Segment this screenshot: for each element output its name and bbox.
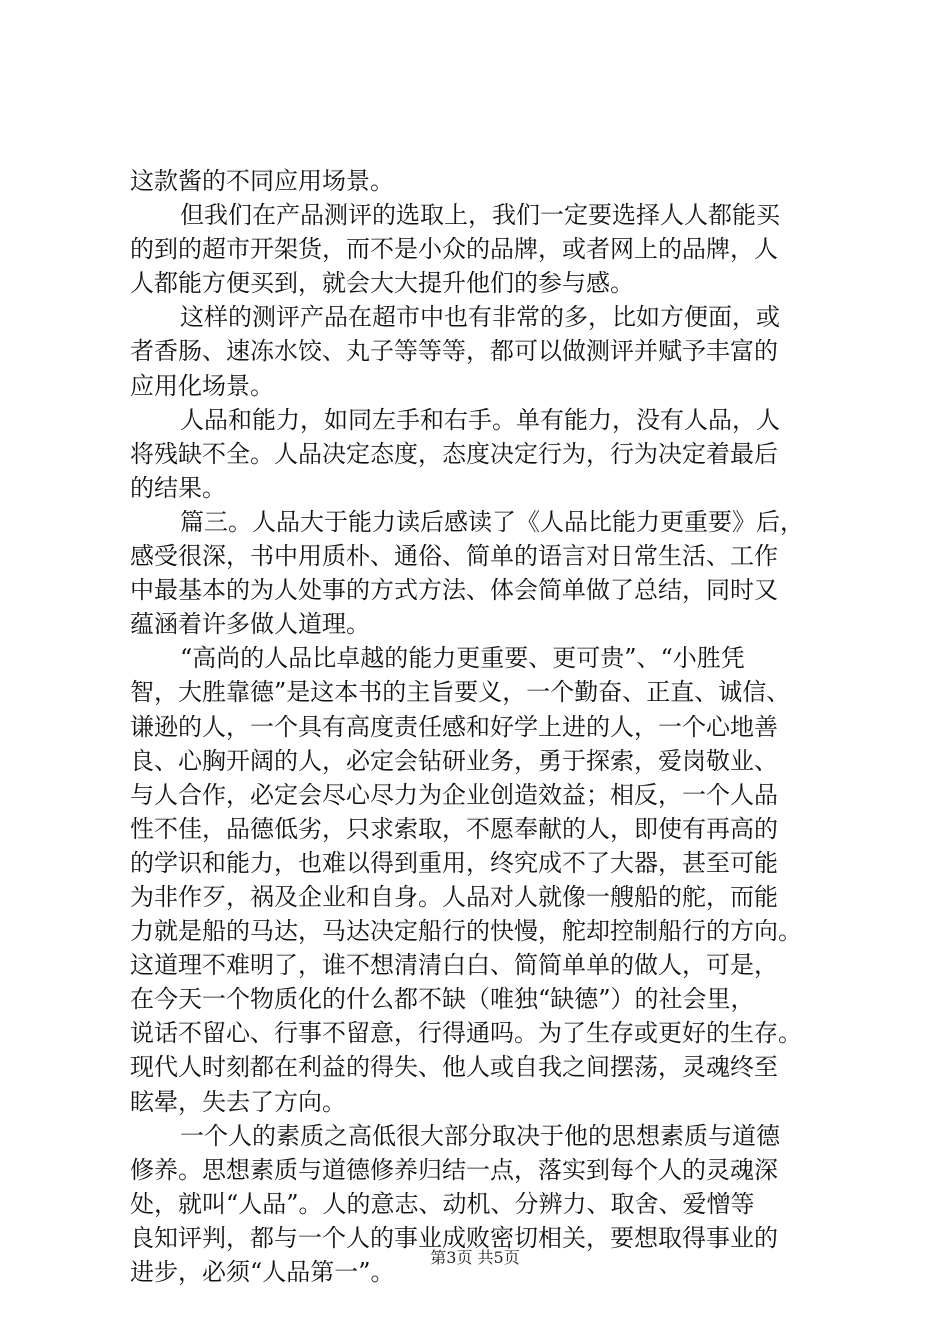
text-line: 修养。思想素质与道德修养归结一点，落实到每个人的灵魂深 bbox=[130, 1155, 778, 1184]
text-line: 蕴涵着许多做人道理。 bbox=[130, 610, 370, 639]
text-line: 良知评判，都与一个人的事业成败密切相关，要想取得事业的 bbox=[130, 1223, 778, 1252]
paragraph-start-line: 一个人的素质之高低很大部分取决于他的思想素质与道德 bbox=[180, 1121, 780, 1150]
text-line: 为非作歹，祸及企业和自身。人品对人就像一艘船的舵，而能 bbox=[130, 882, 778, 911]
text-line: 人都能方便买到，就会大大提升他们的参与感。 bbox=[130, 269, 634, 298]
text-line: 良、心胸开阔的人，必定会钻研业务，勇于探索，爱岗敬业、 bbox=[130, 746, 778, 775]
paragraph-start-line: 但我们在产品测评的选取上，我们一定要选择人人都能买 bbox=[180, 201, 780, 230]
text-line: 将残缺不全。人品决定态度，态度决定行为，行为决定着最后 bbox=[130, 439, 778, 468]
text-line: 说话不留心、行事不留意，行得通吗。为了生存或更好的生存。 bbox=[130, 1019, 802, 1048]
text-line: 眩晕，失去了方向。 bbox=[130, 1087, 346, 1116]
text-line: 者香肠、速冻水饺、丸子等等等，都可以做测评并赋予丰富的 bbox=[130, 337, 778, 366]
text-line: 的到的超市开架货，而不是小众的品牌，或者网上的品牌，人 bbox=[130, 235, 778, 264]
paragraph-start-line: 这样的测评产品在超市中也有非常的多，比如方便面，或 bbox=[180, 303, 780, 332]
text-line: 这道理不难明了，谁不想清清白白、简简单单的做人，可是， bbox=[130, 951, 778, 980]
text-line: 这款酱的不同应用场景。 bbox=[130, 167, 394, 195]
text-line: 感受很深，书中用质朴、通俗、简单的语言对日常生活、工作 bbox=[130, 542, 778, 571]
text-line: 现代人时刻都在利益的得失、他人或自我之间摆荡，灵魂终至 bbox=[130, 1053, 778, 1082]
text-line: 进步，必须“人品第一”。 bbox=[130, 1258, 395, 1286]
text-line: 与人合作，必定会尽心尽力为企业创造效益；相反，一个人品 bbox=[130, 780, 778, 809]
page-number: 第3页 共5页 bbox=[430, 1248, 520, 1267]
text-line: 谦逊的人，一个具有高度责任感和好学上进的人，一个心地善 bbox=[130, 712, 778, 741]
text-line: 中最基本的为人处事的方式方法、体会简单做了总结，同时又 bbox=[130, 576, 778, 605]
text-line: 应用化场景。 bbox=[130, 371, 274, 400]
paragraph-start-line: 篇三。人品大于能力读后感读了《人品比能力更重要》后， bbox=[180, 507, 804, 536]
text-line: 处，就叫“人品”。人的意志、动机、分辨力、取舍、爱憎等 bbox=[130, 1189, 755, 1218]
text-line: 力就是船的马达，马达决定船行的快慢，舵却控制船行的方向。 bbox=[130, 917, 802, 946]
document-body bbox=[130, 164, 830, 1289]
text-line: 的学识和能力，也难以得到重用，终究成不了大器，甚至可能 bbox=[130, 848, 778, 877]
text-line: 性不佳，品德低劣，只求索取，不愿奉献的人，即使有再高的 bbox=[130, 814, 778, 843]
paragraph-start-line: 人品和能力，如同左手和右手。单有能力，没有人品，人 bbox=[180, 405, 780, 434]
text-line: 的结果。 bbox=[130, 473, 226, 502]
text-line: 智，大胜靠德”是这本书的主旨要义，一个勤奋、正直、诚信、 bbox=[130, 678, 791, 707]
text-line: 在今天一个物质化的什么都不缺（唯独“缺德”）的社会里， bbox=[130, 985, 755, 1014]
paragraph-start-line: “高尚的人品比卓越的能力更重要、更可贵”、“小胜凭 bbox=[180, 644, 745, 673]
